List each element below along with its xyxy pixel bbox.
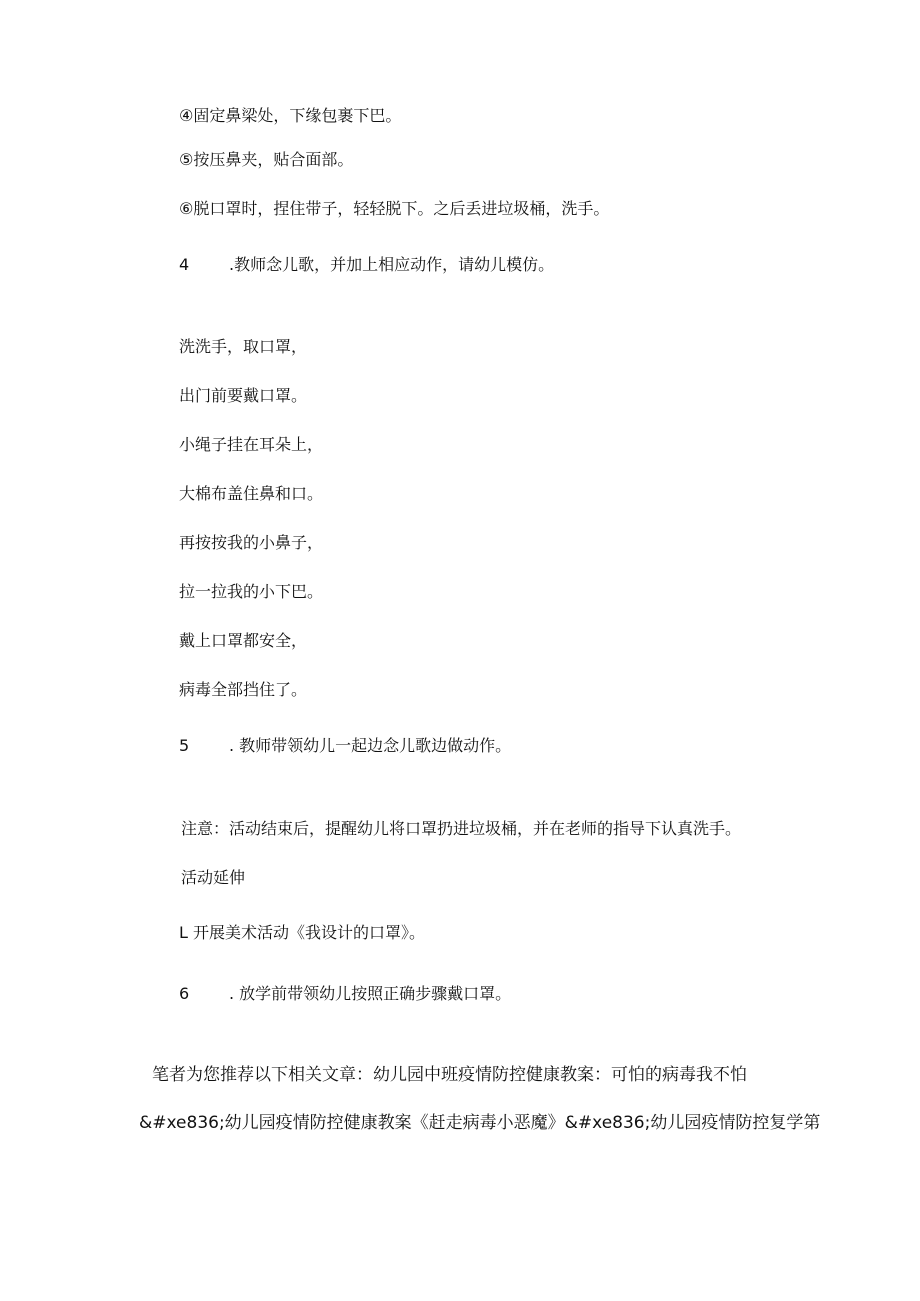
item-5-number: 5 xyxy=(179,736,190,755)
note-text: 注意：活动结束后，提醒幼儿将口罩扔进垃圾桶，并在老师的指导下认真洗手。 xyxy=(181,819,742,838)
item-5-text: . 教师带领幼儿一起边念儿歌边做动作。 xyxy=(229,736,512,755)
rhyme-line-3: 小绳子挂在耳朵上， xyxy=(179,435,324,454)
extension-item-1: L 开展美术活动《我设计的口罩》。 xyxy=(179,923,426,942)
rhyme-line-5: 再按按我的小鼻子， xyxy=(179,533,324,552)
rhyme-line-1: 洗洗手，取口罩， xyxy=(179,337,308,356)
step-6-text: ⑥脱口罩时，捏住带子，轻轻脱下。之后丢进垃圾桶，洗手。 xyxy=(179,199,610,218)
step-5-text: ⑤按压鼻夹，贴合面部。 xyxy=(179,150,354,169)
item-4-number: 4 xyxy=(179,255,190,274)
rhyme-line-4: 大棉布盖住鼻和口。 xyxy=(179,484,324,503)
recommend-line-1: 笔者为您推荐以下相关文章：幼儿园中班疫情防控健康教案：可怕的病毒我不怕 xyxy=(152,1065,747,1085)
rhyme-line-2: 出门前要戴口罩。 xyxy=(179,386,308,405)
recommend-line-2: &#xe836;幼儿园疫情防控健康教案《赶走病毒小恶魔》&#xe836;幼儿园疫情防控复学第 xyxy=(139,1113,821,1133)
rhyme-line-7: 戴上口罩都安全， xyxy=(179,631,308,650)
item-6-number: 6 xyxy=(179,984,190,1003)
item-4-text: .教师念儿歌，并加上相应动作，请幼儿模仿。 xyxy=(229,255,555,274)
item-6-text: . 放学前带领幼儿按照正确步骤戴口罩。 xyxy=(229,984,512,1003)
extension-heading: 活动延伸 xyxy=(181,868,246,887)
step-4-text: ④固定鼻梁处，下缘包裹下巴。 xyxy=(179,106,402,125)
rhyme-line-8: 病毒全部挡住了。 xyxy=(179,680,308,699)
rhyme-line-6: 拉一拉我的小下巴。 xyxy=(179,582,324,601)
